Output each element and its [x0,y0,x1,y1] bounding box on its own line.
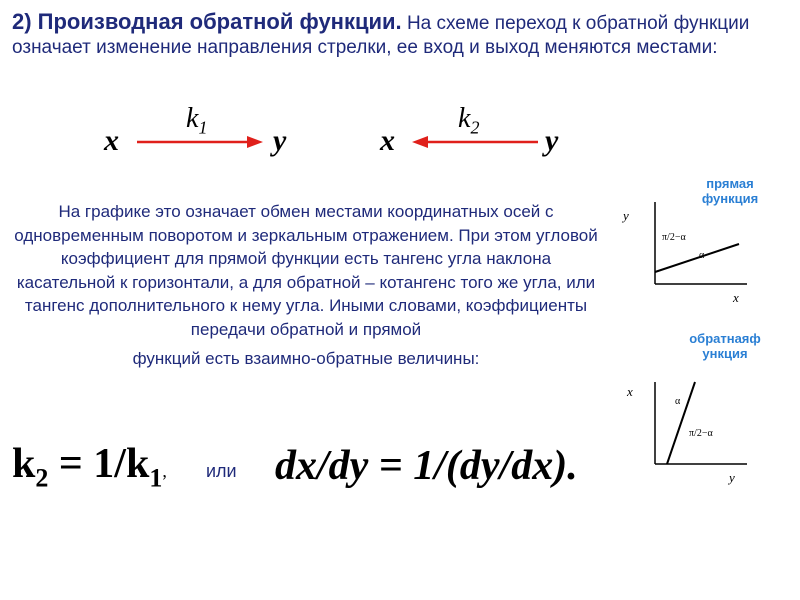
explanation-last-line: функций есть взаимно-обратные величины: [132,349,480,368]
graph-direct-line [655,244,739,272]
direct-arrow [135,134,265,150]
formula-k2: k [12,441,36,487]
graph-inverse-title-line2: ункция [702,346,748,361]
inverse-coef: k [458,103,471,134]
graph-inverse-title-line1: обратнаяф [689,331,761,346]
graph-direct-angle: α [699,250,705,261]
graph-direct-angle-comp: π/2−α [662,232,686,243]
graph-direct [615,198,765,308]
formula-derivative: dx/dy = 1/(dy/dx). [275,443,578,489]
graph-direct-title-line1: прямая [706,176,754,191]
explanation-body: На графике это означает обмен местами координатных осей с одновременным поворотом и зеркальным отражением. При этом угловой коэффициент для прямой функции есть тангенс угла наклона касательной к горизонтали, а для обратной – котангенс того же угла, или тангенс дополнительного к нему угла. Иными словами, коэффициенты передачи обратной и прямой [14,202,598,339]
formula-k2-sub: 2 [35,463,49,493]
inverse-input-x: x [380,124,395,157]
direct-output-y: y [273,124,287,157]
formula-k [12,440,167,493]
direct-coef-sub: 1 [198,117,208,138]
graph-inverse-angle-comp: π/2−α [689,428,713,439]
formula-k1-sub: 1 [149,463,163,493]
explanation-paragraph [10,200,602,371]
graph-inverse [615,378,765,490]
heading-block [12,10,792,60]
graph-inverse-x-label: y [729,470,735,485]
formula-eq: = 1/k [48,441,150,487]
intro-text: На схеме переход к обратной функции означает изменение направления стрелки, ее вход и выход меняются местами: [12,13,750,58]
graph-direct-title-line2: функция [701,191,759,206]
or-word: или [206,461,237,481]
graph-inverse-title [670,331,780,361]
inverse-arrow [410,134,540,150]
graph-inverse-y-label: x [627,384,633,399]
page-title: 2) Производная обратной функции. [12,9,402,34]
inverse-coef-sub: 2 [470,117,480,138]
graph-direct-y-label: y [623,208,629,223]
graph-direct-x-label: x [733,290,739,305]
direct-coef: k [186,103,199,134]
direct-input-x: x [104,124,119,157]
inverse-output-y: y [545,124,559,157]
graph-inverse-angle: α [675,396,681,407]
graph-inverse-line [667,382,695,464]
formula-comma: , [162,461,167,481]
